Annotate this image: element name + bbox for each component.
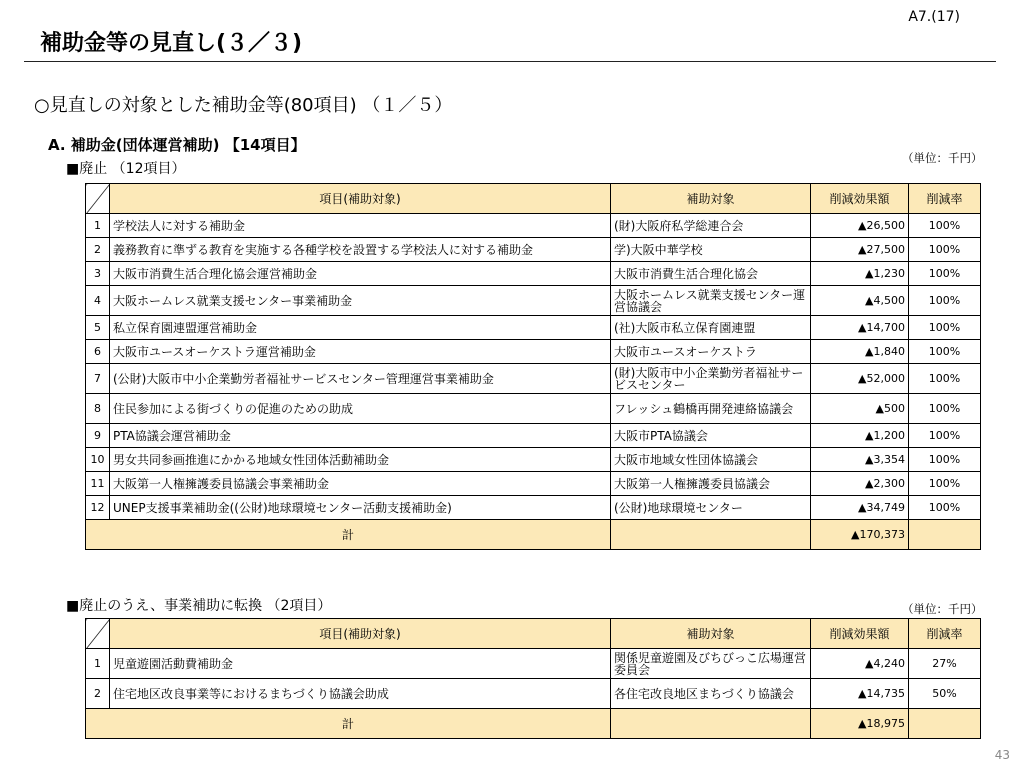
row-number: 3 xyxy=(86,262,110,286)
row-item-name: 学校法人に対する補助金 xyxy=(110,214,611,238)
row-target: 大阪市地域女性団体協議会 xyxy=(611,448,811,472)
row-amount: ▲1,230 xyxy=(811,262,909,286)
row-rate: 100% xyxy=(909,424,981,448)
total-label: 計 xyxy=(86,709,611,739)
row-amount: ▲4,500 xyxy=(811,286,909,316)
converted-subsidies-table xyxy=(85,618,981,739)
subtitle: ○見直しの対象とした補助金等(80項目) （１／５） xyxy=(34,95,453,116)
row-target: フレッシュ鶴橋再開発連絡協議会 xyxy=(611,394,811,424)
row-item-name: 住宅地区改良事業等におけるまちづくり協議会助成 xyxy=(110,679,611,709)
total-empty-cell xyxy=(909,709,981,739)
row-rate: 50% xyxy=(909,679,981,709)
header-rate: 削減率 xyxy=(909,184,981,214)
row-amount: ▲4,240 xyxy=(811,649,909,679)
row-target: (財)大阪市中小企業勤労者福祉サービスセンター xyxy=(611,364,811,394)
row-amount: ▲1,840 xyxy=(811,340,909,364)
row-amount: ▲52,000 xyxy=(811,364,909,394)
row-number: 1 xyxy=(86,649,110,679)
header-item: 項目(補助対象) xyxy=(110,184,611,214)
row-number: 5 xyxy=(86,316,110,340)
row-amount: ▲14,735 xyxy=(811,679,909,709)
header-item: 項目(補助対象) xyxy=(110,619,611,649)
row-target: 学)大阪中華学校 xyxy=(611,238,811,262)
header-target: 補助対象 xyxy=(611,184,811,214)
header-rate: 削減率 xyxy=(909,619,981,649)
table-row xyxy=(86,448,981,472)
row-amount: ▲2,300 xyxy=(811,472,909,496)
row-number: 2 xyxy=(86,679,110,709)
row-number: 11 xyxy=(86,472,110,496)
row-item-name: 児童遊園活動費補助金 xyxy=(110,649,611,679)
row-rate: 100% xyxy=(909,472,981,496)
total-amount: ▲18,975 xyxy=(811,709,909,739)
row-target: (公財)地球環境センター xyxy=(611,496,811,520)
row-target: 大阪市ユースオーケストラ xyxy=(611,340,811,364)
row-item-name: 私立保育園連盟運営補助金 xyxy=(110,316,611,340)
row-rate: 100% xyxy=(909,496,981,520)
table-row xyxy=(86,424,981,448)
row-amount: ▲27,500 xyxy=(811,238,909,262)
total-empty-cell xyxy=(909,520,981,550)
header-amount: 削減効果額 xyxy=(811,619,909,649)
row-rate: 100% xyxy=(909,364,981,394)
row-target: (社)大阪市私立保育園連盟 xyxy=(611,316,811,340)
row-amount: ▲500 xyxy=(811,394,909,424)
row-target: 大阪市PTA協議会 xyxy=(611,424,811,448)
slide-id: A7.(17) xyxy=(908,9,960,25)
table1-unit: （単位：千円） xyxy=(902,151,983,165)
row-rate: 100% xyxy=(909,262,981,286)
table2-unit: （単位：千円） xyxy=(902,602,983,616)
row-item-name: 大阪第一人権擁護委員協議会事業補助金 xyxy=(110,472,611,496)
abolished-subsidies-table xyxy=(85,183,981,550)
row-target: 関係児童遊園及びちびっこ広場運営委員会 xyxy=(611,649,811,679)
row-number: 10 xyxy=(86,448,110,472)
row-amount: ▲14,700 xyxy=(811,316,909,340)
table-row xyxy=(86,679,981,709)
table-total-row xyxy=(86,709,981,739)
row-number: 7 xyxy=(86,364,110,394)
row-amount: ▲1,200 xyxy=(811,424,909,448)
row-item-name: 大阪市消費生活合理化協会運営補助金 xyxy=(110,262,611,286)
row-rate: 100% xyxy=(909,316,981,340)
header-target: 補助対象 xyxy=(611,619,811,649)
row-number: 9 xyxy=(86,424,110,448)
row-rate: 100% xyxy=(909,238,981,262)
table2-heading: ■廃止のうえ、事業補助に転換 （2項目） xyxy=(66,598,332,614)
table-row xyxy=(86,286,981,316)
table1-heading: ■廃止 （12項目） xyxy=(66,161,186,177)
diagonal-corner-cell xyxy=(86,184,110,214)
total-empty-cell xyxy=(611,709,811,739)
total-label: 計 xyxy=(86,520,611,550)
table-row xyxy=(86,262,981,286)
row-rate: 100% xyxy=(909,340,981,364)
row-rate: 27% xyxy=(909,649,981,679)
table-row xyxy=(86,316,981,340)
row-item-name: 大阪ホームレス就業支援センター事業補助金 xyxy=(110,286,611,316)
table-row xyxy=(86,649,981,679)
section-heading: A. 補助金(団体運営補助) 【14項目】 xyxy=(48,136,306,154)
row-item-name: (公財)大阪市中小企業勤労者福祉サービスセンター管理運営事業補助金 xyxy=(110,364,611,394)
row-number: 1 xyxy=(86,214,110,238)
table-total-row xyxy=(86,520,981,550)
table-header-row xyxy=(86,619,981,649)
row-number: 6 xyxy=(86,340,110,364)
row-item-name: 大阪市ユースオーケストラ運営補助金 xyxy=(110,340,611,364)
row-target: (財)大阪府私学総連合会 xyxy=(611,214,811,238)
row-target: 大阪第一人権擁護委員協議会 xyxy=(611,472,811,496)
row-item-name: 義務教育に準ずる教育を実施する各種学校を設置する学校法人に対する補助金 xyxy=(110,238,611,262)
table-row xyxy=(86,364,981,394)
row-item-name: 住民参加による街づくりの促進のための助成 xyxy=(110,394,611,424)
table-row xyxy=(86,238,981,262)
table-row xyxy=(86,340,981,364)
row-rate: 100% xyxy=(909,448,981,472)
row-rate: 100% xyxy=(909,394,981,424)
row-item-name: 男女共同参画推進にかかる地域女性団体活動補助金 xyxy=(110,448,611,472)
row-item-name: UNEP支援事業補助金((公財)地球環境センター活動支援補助金) xyxy=(110,496,611,520)
page-number: 43 xyxy=(994,748,1010,762)
row-number: 8 xyxy=(86,394,110,424)
table-row xyxy=(86,214,981,238)
total-amount: ▲170,373 xyxy=(811,520,909,550)
page-title: 補助金等の見直し(３／３) xyxy=(40,31,303,56)
row-number: 2 xyxy=(86,238,110,262)
table-header-row xyxy=(86,184,981,214)
table-row xyxy=(86,472,981,496)
row-item-name: PTA協議会運営補助金 xyxy=(110,424,611,448)
table-row xyxy=(86,496,981,520)
diagonal-corner-cell xyxy=(86,619,110,649)
row-number: 12 xyxy=(86,496,110,520)
row-number: 4 xyxy=(86,286,110,316)
row-target: 大阪ホームレス就業支援センター運営協議会 xyxy=(611,286,811,316)
total-empty-cell xyxy=(611,520,811,550)
header-amount: 削減効果額 xyxy=(811,184,909,214)
row-amount: ▲26,500 xyxy=(811,214,909,238)
row-target: 大阪市消費生活合理化協会 xyxy=(611,262,811,286)
table-row xyxy=(86,394,981,424)
row-rate: 100% xyxy=(909,214,981,238)
row-target: 各住宅改良地区まちづくり協議会 xyxy=(611,679,811,709)
title-divider xyxy=(24,61,996,62)
row-rate: 100% xyxy=(909,286,981,316)
row-amount: ▲3,354 xyxy=(811,448,909,472)
row-amount: ▲34,749 xyxy=(811,496,909,520)
